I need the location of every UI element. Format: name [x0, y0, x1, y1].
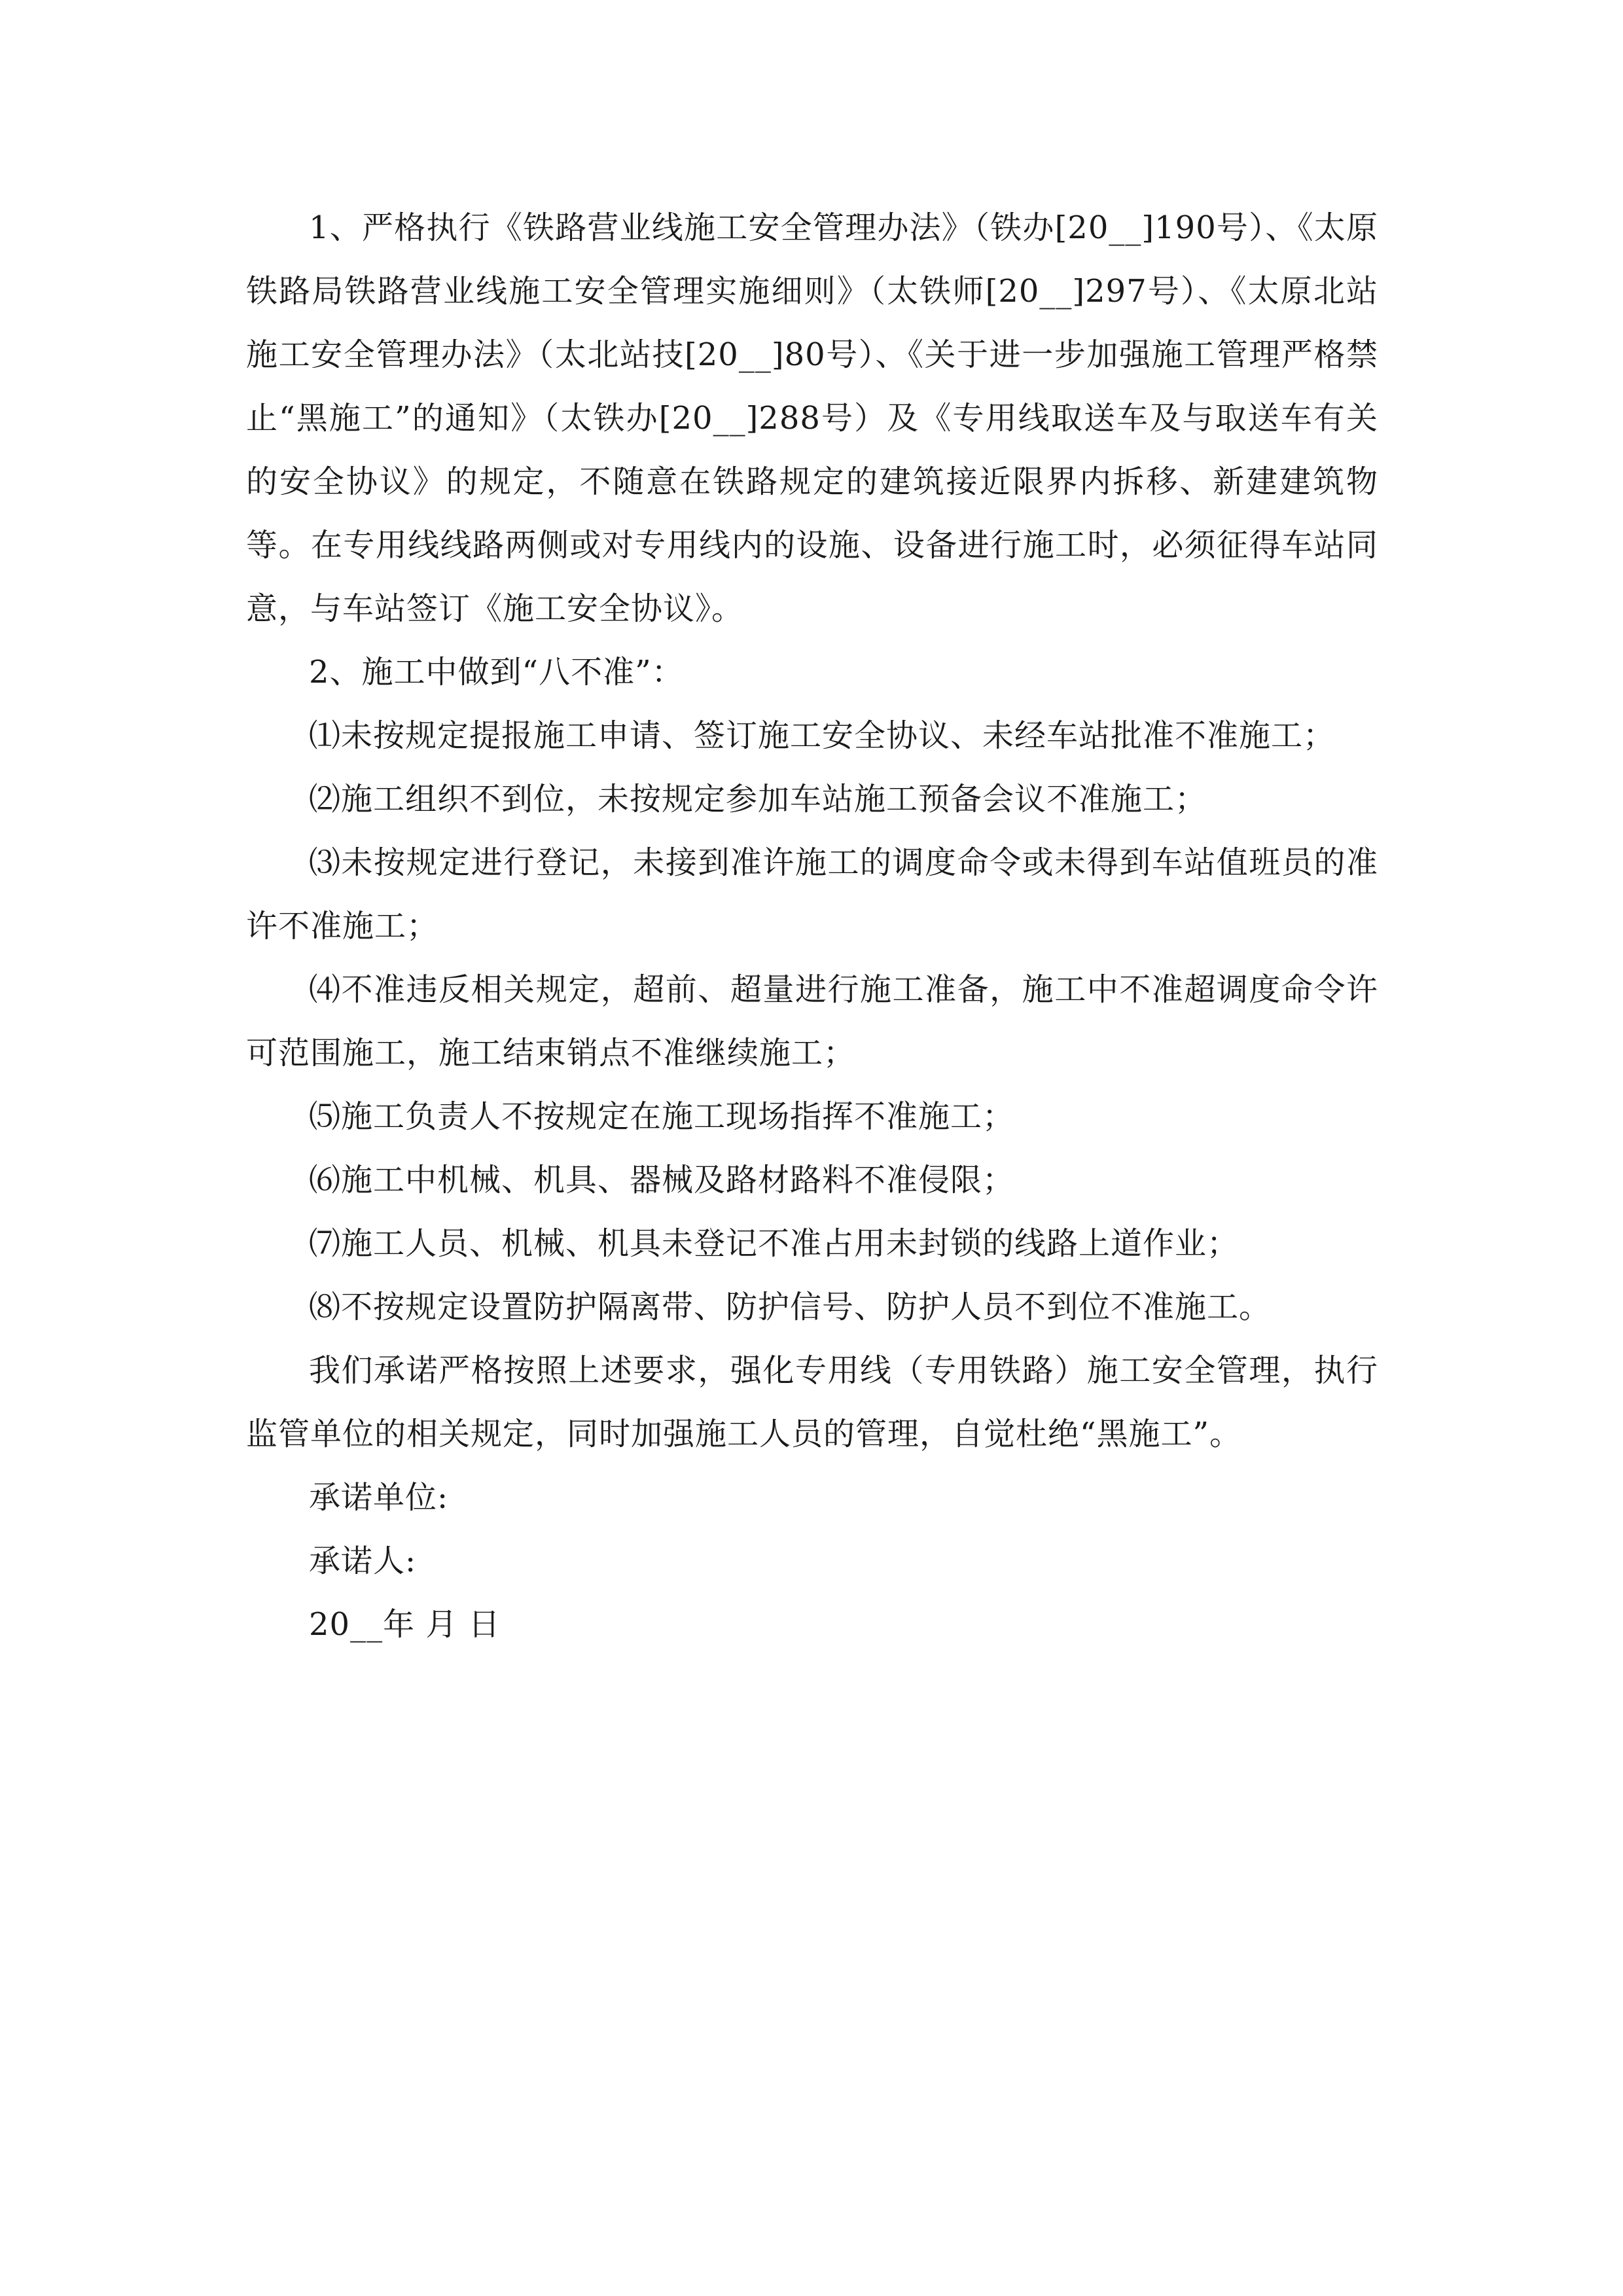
rule-1: ⑴未按规定提报施工申请、签订施工安全协议、未经车站批准不准施工； — [309, 717, 1336, 754]
document-body — [246, 196, 1378, 1657]
clause-2-heading: 2、施工中做到“八不准”： — [309, 654, 684, 691]
rule-3: ⑶未按规定进行登记，未接到准许施工的调度命令或未得到车站值班员的准许不准施工； — [246, 844, 1378, 944]
rule-6: ⑹施工中机械、机具、器械及路材路料不准侵限； — [309, 1162, 1015, 1198]
rule-8: ⑻不按规定设置防护隔离带、防护信号、防护人员不到位不准施工。 — [309, 1289, 1272, 1325]
committing-person-label: 承诺人: — [309, 1543, 417, 1579]
rule-7: ⑺施工人员、机械、机具未登记不准占用未封锁的线路上道作业； — [309, 1225, 1240, 1262]
commitment-paragraph: 我们承诺严格按照上述要求，强化专用线（专用铁路）施工安全管理，执行监管单位的相关规定，同时加强施工人员的管理，自觉杜绝“黑施工”。 — [246, 1352, 1378, 1452]
rule-4: ⑷不准违反相关规定，超前、超量进行施工准备，施工中不准超调度命令许可范围施工，施工结束销点不准继续施工； — [246, 971, 1378, 1071]
date-line: 20__年 月 日 — [309, 1606, 501, 1643]
committing-unit-label: 承诺单位: — [309, 1479, 449, 1516]
rule-5: ⑸施工负责人不按规定在施工现场指挥不准施工； — [309, 1098, 1015, 1135]
rule-2: ⑵施工组织不到位，未按规定参加车站施工预备会议不准施工； — [309, 781, 1207, 817]
clause-1-paragraph: 1、严格执行《铁路营业线施工安全管理办法》（铁办[20__]190号）、《太原铁路局铁路营业线施工安全管理实施细则》（太铁师[20__]297号）、《太原北站施工安全管理办法》（太北站技[20__]80号）、《关于进一步加强施工管理严格禁止“黑施工”的通知》（太铁办[20__]288号）及《专用线取送车及与取送车有关的安全协议》的规定，不随意在铁路规定的建筑接近限界内拆移、新建建筑物等。在专用线线路两侧或对专用线内的设施、设备进行施工时，必须征得车站同意，与车站签订《施工安全协议》。 — [246, 209, 1378, 627]
